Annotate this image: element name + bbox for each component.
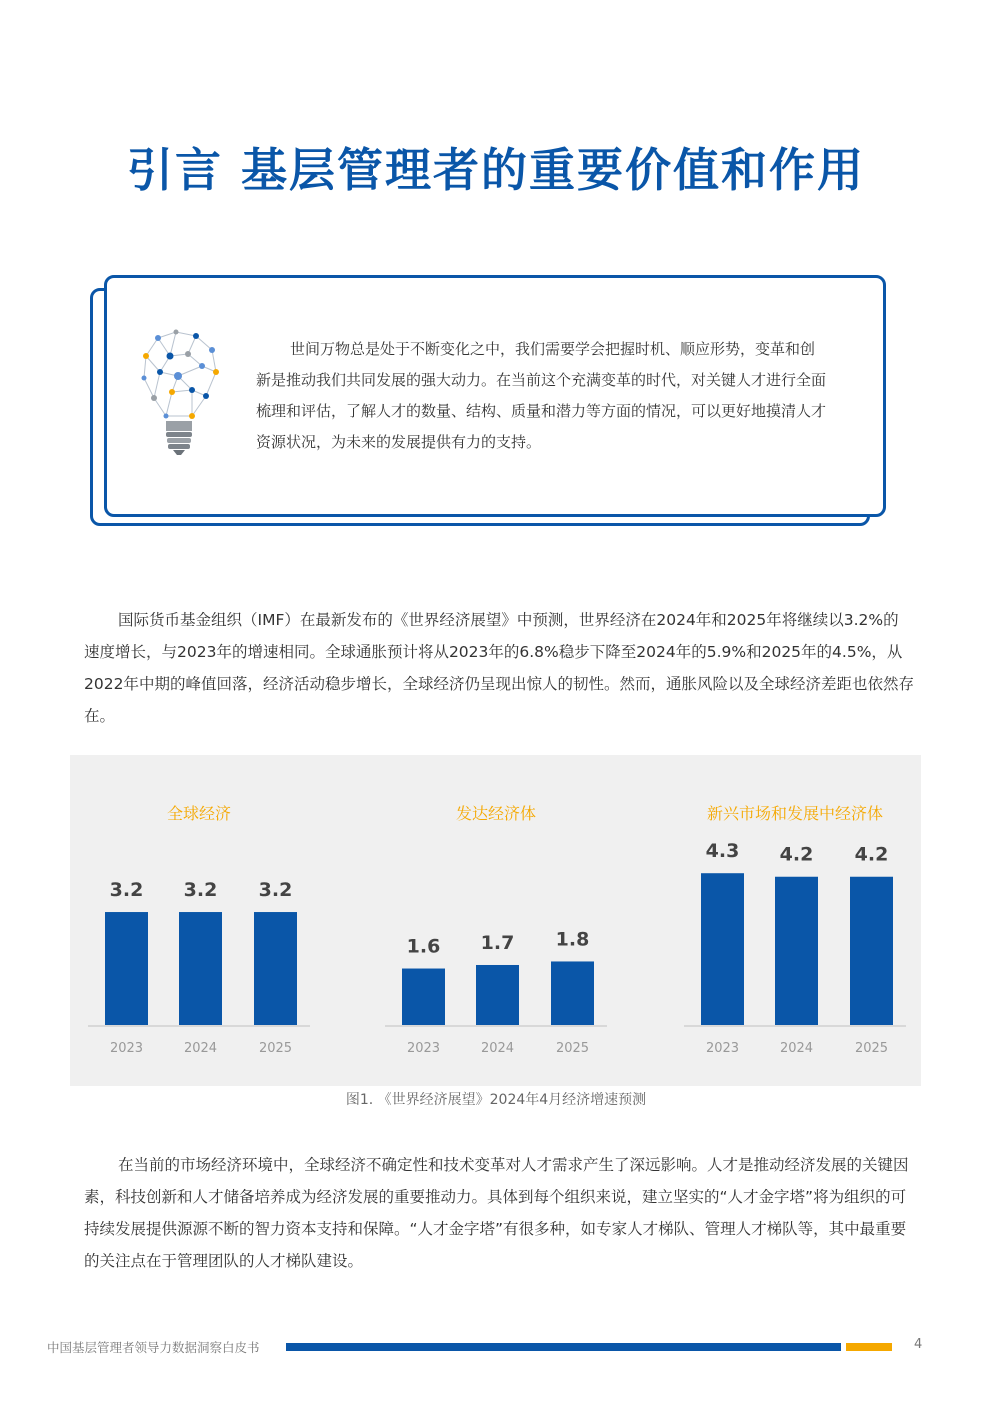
x-tick-label: 2025 [555, 1041, 590, 1056]
figure-caption: 图1. 《世界经济展望》2024年4月经济增速预测 [345, 1092, 647, 1108]
chart-bar [476, 965, 519, 1025]
page-number: 4 [914, 1337, 923, 1352]
paragraph-2: 在当前的市场经济环境中，全球经济不确定性和技术变革对人才需求产生了深远影响。人才是推动经济发展的关键因素，科技创新和人才储备培养成为经济发展的重要推动力。具体到每个组织来说，建立坚实的“人才金字塔”将为组织的可持续发展提供源源不断的智力资本支持和保障。“人才金字塔”有很多种，如专家人才梯队、管理人才梯队等，其中最重要的关注点在于管理团队的人才梯队建设。 [84, 1156, 909, 1270]
x-tick-label: 2023 [109, 1041, 144, 1056]
chart-title: 发达经济体 [455, 804, 537, 823]
chart-bar [551, 961, 594, 1025]
chart-bar [179, 912, 222, 1025]
footer-bar-yellow [846, 1343, 892, 1351]
bar-value-label: 4.3 [705, 840, 740, 863]
paragraph-1: 国际货币基金组织（IMF）在最新发布的《世界经济展望》中预测，世界经济在2024年和2025年将继续以3.2%的速度增长，与2023年的增速相同。全球通胀预计将从2023年的6.8%稳步下降至2024年的5.9%和2025年的4.5%，从2022年中期的峰值回落，经济活动稳步增长，全球经济仍呈现出惊人的韧性。然而，通胀风险以及全球经济差距也依然存在。 [84, 611, 914, 725]
x-tick-label: 2025 [258, 1041, 293, 1056]
chart-bar [254, 912, 297, 1025]
bar-value-label: 1.7 [480, 931, 515, 954]
x-tick-label: 2023 [406, 1041, 441, 1056]
footer-bar-blue [286, 1343, 841, 1351]
chart-bar [402, 969, 445, 1025]
page-title: 引言 基层管理者的重要价值和作用 [126, 143, 865, 197]
chart-bar [701, 873, 744, 1025]
chart-title: 新兴市场和发展中经济体 [706, 804, 884, 823]
x-tick-label: 2024 [779, 1041, 814, 1056]
x-tick-label: 2024 [480, 1041, 515, 1056]
bar-value-label: 4.2 [779, 843, 814, 866]
lightbulb-network-icon [136, 326, 222, 456]
quote-text: 世间万物总是处于不断变化之中，我们需要学会把握时机、顺应形势，变革和创新是推动我们共同发展的强大动力。在当前这个充满变革的时代，对关键人才进行全面梳理和评估，了解人才的数量、结构、质量和潜力等方面的情况，可以更好地摸清人才资源状况，为未来的发展提供有力的支持。 [256, 340, 827, 451]
bar-value-label: 4.2 [854, 843, 889, 866]
footer-title: 中国基层管理者领导力数据洞察白皮书 [47, 1340, 260, 1355]
chart-title: 全球经济 [166, 804, 232, 823]
x-tick-label: 2023 [705, 1041, 740, 1056]
chart-bar [105, 912, 148, 1025]
chart-bar [850, 877, 893, 1025]
bar-value-label: 3.2 [109, 879, 144, 902]
bar-value-label: 3.2 [258, 879, 293, 902]
bar-value-label: 1.8 [555, 928, 590, 951]
gdp-growth-charts [70, 755, 921, 1086]
x-tick-label: 2024 [183, 1041, 218, 1056]
bar-value-label: 1.6 [406, 935, 441, 958]
bar-value-label: 3.2 [183, 879, 218, 902]
x-tick-label: 2025 [854, 1041, 889, 1056]
chart-bar [775, 877, 818, 1025]
